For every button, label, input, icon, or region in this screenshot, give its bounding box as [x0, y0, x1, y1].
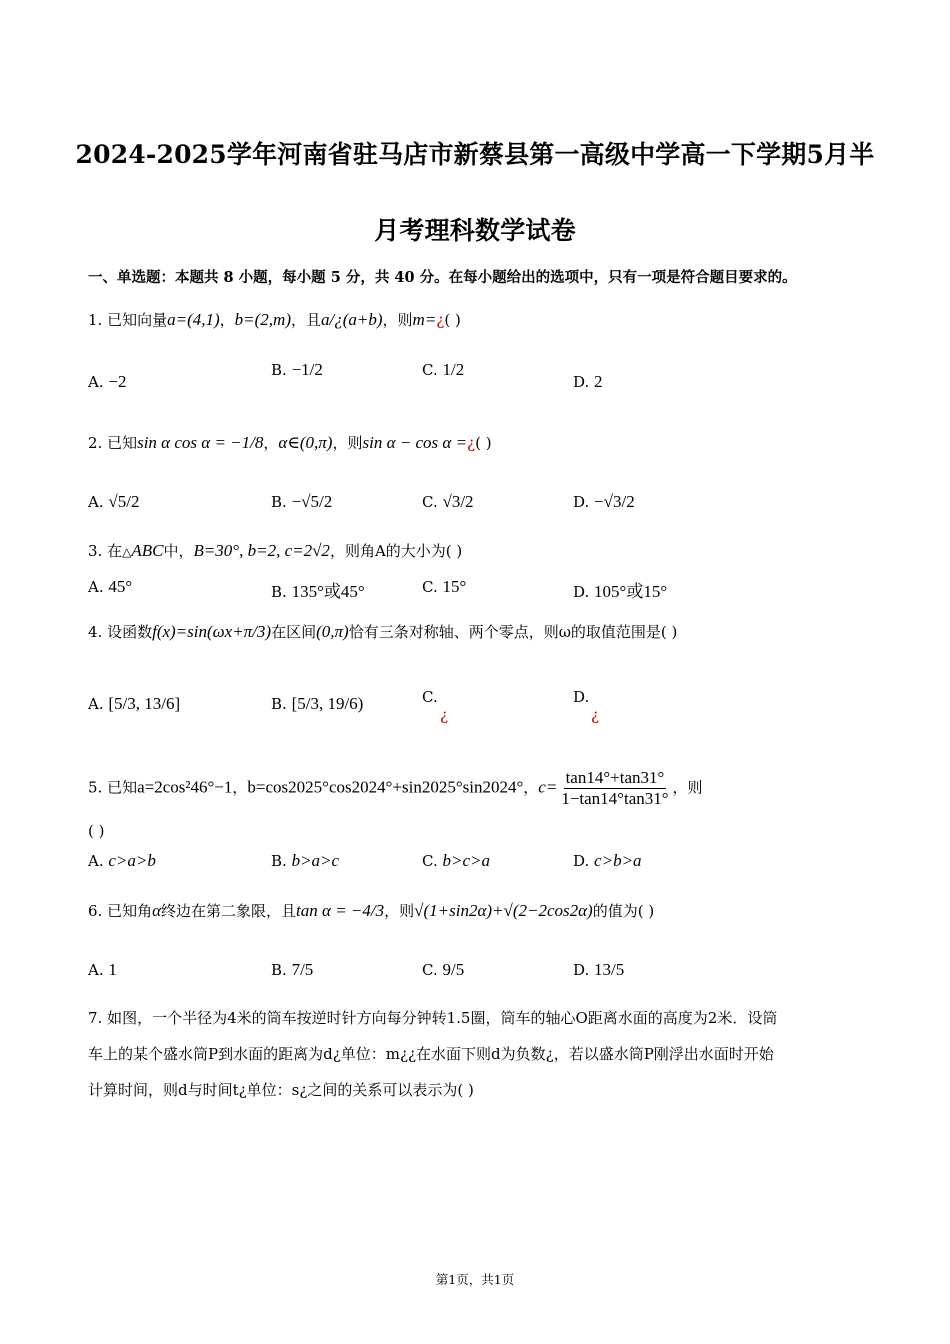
option-value: 105°或15°: [594, 582, 668, 601]
question-number: 2. 已知: [88, 434, 138, 452]
question-text: ，则: [384, 902, 415, 920]
q5-option-c[interactable]: [422, 851, 490, 871]
triangle-name: ABC: [131, 541, 164, 560]
given-expression: sin α cos α = −1/8: [137, 433, 264, 452]
question-text: 终边在第二象限，且: [161, 902, 297, 920]
q2-option-d[interactable]: [573, 492, 635, 512]
option-value: 2: [594, 372, 603, 391]
question-5: 5. 已知a=2cos²46°−1，b=cos2025°cos2024°+sin2025°sin2024°，c= $\frac{\tan 14^\circ+\tan 31^\circ}{1-\tan 14^\circ\tan 31^\circ}$ ，则: [88, 768, 703, 808]
option-value: 9/5: [442, 960, 465, 979]
q3-option-b[interactable]: [271, 577, 365, 602]
option-value: c>a>b: [108, 851, 156, 870]
c-denominator: 1−tan14°tan31°: [561, 789, 669, 808]
q6-option-a[interactable]: [88, 960, 117, 980]
option-label: A.: [88, 852, 104, 870]
placeholder-mark: ¿: [467, 434, 476, 452]
alpha-symbol: α: [152, 901, 162, 920]
ask-text: ，则: [382, 311, 413, 329]
question-6: [88, 900, 654, 922]
option-label: D.: [573, 688, 590, 706]
q2-option-b[interactable]: [271, 492, 332, 512]
option-label: B.: [271, 493, 287, 511]
a-expression: a=2cos²46°−1: [137, 777, 233, 797]
option-value: −2: [108, 372, 127, 391]
answer-blank: ( ): [475, 434, 492, 452]
option-value: −√3/2: [594, 492, 635, 511]
option-label: D.: [573, 583, 590, 601]
option-label: B.: [271, 961, 287, 979]
option-label: C.: [422, 578, 438, 596]
option-value: 15°: [442, 577, 467, 596]
ask-expression: sin α − cos α =: [362, 433, 468, 452]
option-label: B.: [271, 695, 287, 713]
question-1: 1. 已知向量a=(4,1)，b=(2,m)，且a/¿(a+b)，则m=¿( ): [88, 310, 461, 329]
q6-option-d[interactable]: [573, 960, 624, 980]
q1-option-d[interactable]: [573, 372, 603, 392]
option-label: C.: [422, 688, 438, 706]
option-value: [5/3, 13/6]: [108, 694, 181, 713]
ask-text: ，则角A的大小为( ): [329, 542, 463, 560]
option-label: B.: [271, 852, 287, 870]
option-label: B.: [271, 583, 287, 601]
exam-title-line2: 月考理科数学试卷: [374, 216, 576, 245]
option-label: D.: [573, 961, 590, 979]
option-value: −1/2: [291, 360, 323, 379]
option-value: √3/2: [442, 492, 474, 511]
q1-option-a[interactable]: [88, 372, 126, 392]
q3-option-a[interactable]: [88, 577, 132, 597]
vector-b: b=(2,m): [234, 310, 291, 329]
q4-option-c[interactable]: [422, 688, 448, 724]
option-label: D.: [573, 852, 590, 870]
q4-option-d[interactable]: [573, 688, 599, 724]
interval: (0,π): [316, 622, 349, 641]
question-text: 6. 已知角: [88, 902, 153, 920]
function-expression: f(x)=sin(ωx+π/3): [152, 622, 272, 641]
question-number: 1. 已知向量: [88, 311, 168, 329]
q3-option-c[interactable]: [422, 577, 466, 597]
tan-expression: tan α = −4/3: [296, 901, 385, 920]
q5-option-d[interactable]: [573, 851, 642, 871]
option-label: A.: [88, 373, 104, 391]
condition-text: ，且: [290, 311, 321, 329]
option-value: −√5/2: [291, 492, 333, 511]
vector-a: a=(4,1): [167, 310, 220, 329]
c-fraction: [559, 768, 670, 809]
option-value: ¿: [591, 706, 600, 724]
option-label: C.: [422, 852, 438, 870]
q3-option-d[interactable]: [573, 577, 667, 602]
question-text: 5. 已知: [88, 778, 138, 797]
option-value: 45°: [108, 577, 133, 596]
option-label: A.: [88, 961, 104, 979]
root-expression: √(1+sin2α)+√(2−2cos2α): [414, 901, 593, 920]
ask-text: ，则: [672, 778, 703, 797]
page-footer: 第1页，共1页: [435, 1272, 515, 1287]
option-value: 1/2: [442, 360, 465, 379]
alpha-range: α∈(0,π): [278, 433, 333, 452]
question-4: [88, 621, 677, 643]
option-label: A.: [88, 695, 104, 713]
q5-option-a[interactable]: [88, 851, 156, 871]
question-text: 3. 在: [88, 542, 123, 560]
option-label: A.: [88, 578, 104, 596]
condition-expression: a/¿(a+b): [321, 310, 383, 329]
question-7: [88, 1000, 868, 1108]
option-value: 13/5: [594, 960, 625, 979]
given-values: B=30°, b=2, c=2√2: [193, 541, 330, 560]
triangle-icon: △: [122, 545, 132, 559]
option-label: A.: [88, 493, 104, 511]
ask-expression: m=: [412, 310, 437, 329]
section-heading: 一、单选题：本题共 8 小题，每小题 5 分，共 40 分。在每小题给出的选项中，只有一项是符合题目要求的。: [88, 269, 797, 286]
option-label: C.: [422, 493, 438, 511]
ask-text: 恰有三条对称轴、两个零点，则ω的取值范围是( ): [348, 623, 678, 641]
b-expression: b=cos2025°cos2024°+sin2025°sin2024°: [247, 777, 524, 797]
answer-blank: ( ): [444, 311, 461, 329]
option-value: 7/5: [291, 960, 314, 979]
q5-answer-blank: ( ): [88, 822, 105, 840]
option-value: ¿: [440, 706, 449, 724]
q1-option-c[interactable]: [422, 360, 464, 380]
option-label: C.: [422, 961, 438, 979]
q4-option-b[interactable]: [271, 694, 363, 714]
c-numerator: tan14°+tan31°: [565, 768, 665, 787]
option-value: 1: [108, 960, 117, 979]
question-text: 4. 设函数: [88, 623, 153, 641]
option-label: D.: [573, 373, 590, 391]
q6-option-b[interactable]: [271, 960, 313, 980]
question-3: [88, 540, 462, 563]
option-label: D.: [573, 493, 590, 511]
option-label: B.: [271, 361, 287, 379]
exam-title-line1: 2024-2025学年河南省驻马店市新蔡县第一高级中学高一下学期5月半: [75, 140, 875, 169]
q2-option-c[interactable]: [422, 492, 474, 512]
q2-option-a[interactable]: [88, 492, 139, 512]
ask-text: ，则: [332, 434, 363, 452]
q7-line-1: 7. 如图，一个半径为4米的筒车按逆时针方向每分钟转1.5圈，筒车的轴心O距离水面的高度为2米．设筒: [88, 1009, 778, 1027]
q4-option-a[interactable]: [88, 694, 180, 714]
option-label: C.: [422, 361, 438, 379]
ask-text: 的值为( ): [592, 902, 655, 920]
q1-option-b[interactable]: [271, 360, 323, 380]
option-value: √5/2: [108, 492, 140, 511]
question-text: 在区间: [271, 623, 317, 641]
option-value: c>b>a: [594, 851, 642, 870]
q7-line-3: 计算时间，则d与时间t¿单位：s¿之间的关系可以表示为( ): [88, 1081, 474, 1099]
option-value: b>a>c: [291, 851, 340, 870]
q5-option-b[interactable]: [271, 851, 339, 871]
option-value: 135°或45°: [291, 582, 365, 601]
question-2: 2. 已知sin α cos α = −1/8，α∈(0,π)，则sin α − cos α =¿( ): [88, 433, 492, 452]
q6-option-c[interactable]: [422, 960, 464, 980]
question-text: 中，: [163, 542, 194, 560]
option-value: [5/3, 19/6): [291, 694, 364, 713]
placeholder-mark: ¿: [436, 311, 445, 329]
q7-line-2: 车上的某个盛水筒P到水面的距离为d¿单位：m¿¿在水面下则d为负数¿，若以盛水筒P刚浮出水面时开始: [88, 1045, 774, 1063]
option-value: b>c>a: [442, 851, 490, 870]
